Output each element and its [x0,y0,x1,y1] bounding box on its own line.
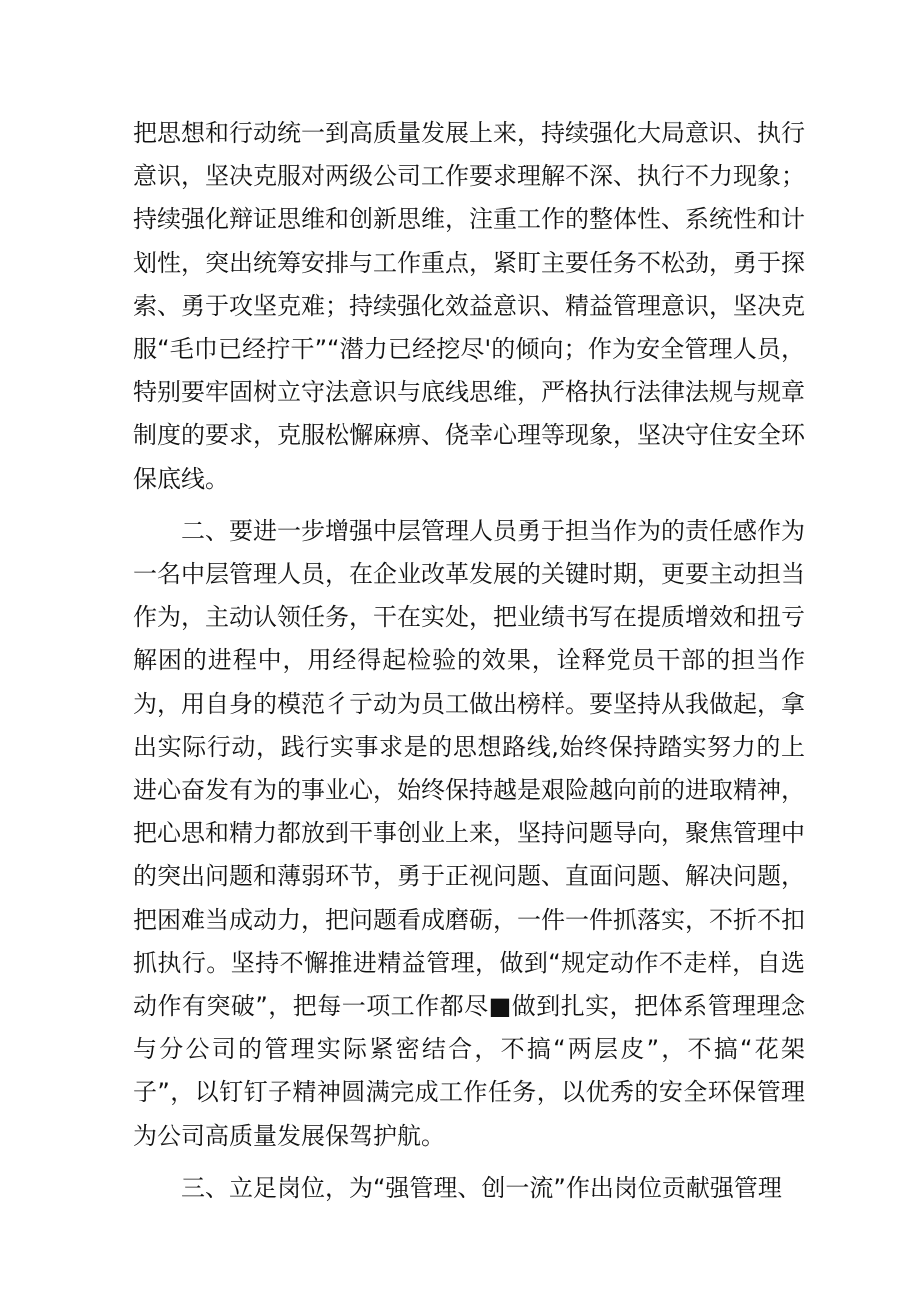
paragraph-3: 三、立足岗位，为“强管理、创一流”作出岗位贡献强管理 [181,1173,782,1202]
paragraph-2: 二、要进一步增强中层管理人员勇于担当作为的责任感作为一名中层管理人员，在企业改革发展的关键时期，更要主动担当作为，主动认领任务，干在实处，把业绩书写在提质增效和扭亏解困的进程中，用经得起检验的效果，诠释党员干部的担当作为，用自身的模范彳亍动为员工做出榜样。要坚持从我做起，拿出实际行动，践行实事求是的思想路线,始终保持踏实努力的上进心奋发有为的事业心，始终保持越是艰险越向前的进取精神，把心思和精力都放到干事创业上来，坚持问题导向，聚焦管理中的突出问题和薄弱环节，勇于正视问题、直面问题、解决问题，把困难当成动力，把问题看成磨砺，一件一件抓落实，不折不扣抓执行。坚持不懈推进精益管理，做到“规定动作不走样，自选动作有突破”，把每一项工作都尽■做到扎实，把体系管理理念与分公司的管理实际紧密结合，不搞“两层皮”，不搞“花架子”，以钉钉子精神圆满完成工作任务，以优秀的安全环保管理为公司高质量发展保驾护航。 [133,516,805,1150]
document-body [133,112,805,1219]
paragraph-1: 把思想和行动统一到高质量发展上来，持续强化大局意识、执行意识，坚决克服对两级公司工作要求理解不深、执行不力现象；持续强化辩证思维和创新思维，注重工作的整体性、系统性和计划性，突出统筹安排与工作重点，紧盯主要任务不松劲，勇于探索、勇于攻坚克难；持续强化效益意识、精益管理意识，坚决克服“毛巾已经拧干”“潜力已经挖尽'的倾向；作为安全管理人员，特别要牢固树立守法意识与底线思维，严格执行法律法规与规章制度的要求，克服松懈麻痹、侥幸心理等现象，坚决守住安全环保底线。 [133,119,805,493]
